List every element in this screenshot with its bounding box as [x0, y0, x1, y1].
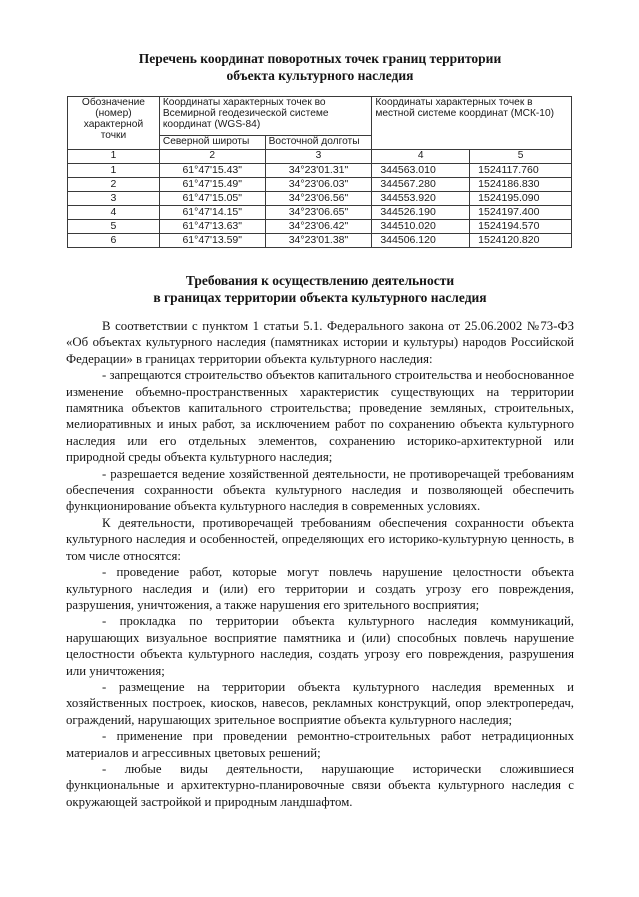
point-number: 5 [68, 220, 160, 234]
east-longitude: 34°23'06.42" [265, 220, 372, 234]
east-longitude: 34°23'01.38" [265, 234, 372, 248]
msk-x: 344526.190 [372, 206, 470, 220]
msk-x: 344563.010 [372, 164, 470, 178]
column-number: 3 [265, 150, 372, 164]
paragraph-item-communications: - прокладка по территории объекта культурного наследия коммуникаций, нарушающих визуальное восприятие памятника и (или) способных повлечь нарушение целостности объекта культурного наследия, создать угрозу его повреждения, разрушения или уничтожения; [66, 614, 574, 678]
coordinates-table [67, 96, 572, 248]
column-number: 5 [470, 150, 572, 164]
paragraph-prohibited-construction: - запрещаются строительство объектов капитального строительства и необоснованное изменение объемно-пространственных характеристик существующих на территории памятника объектов капитального строительства; проведение земляных, строительных, мелиоративных и иных работ, за исключением работ по сохранению объекта культурного наследия или его отдельных элементов, сохранению историко-архитектурной или природной среды объекта культурного наследия; [66, 368, 574, 465]
header-east-longitude: Восточной долготы [265, 136, 372, 150]
msk-y: 1524186.830 [470, 178, 572, 192]
title-line: Перечень координат поворотных точек границ территории [138, 51, 502, 66]
north-latitude: 61°47'14.15" [159, 206, 265, 220]
msk-y: 1524117.760 [470, 164, 572, 178]
east-longitude: 34°23'06.03" [265, 178, 372, 192]
msk-x: 344553.920 [372, 192, 470, 206]
table-header-row [68, 97, 572, 136]
paragraph-intro: В соответствии с пунктом 1 статьи 5.1. Федерального закона от 25.06.2002 №73-ФЗ «Об объектах культурного наследия (памятниках истории и культуры) народов Российской Федерации» в границах территории объекта культурного наследия: [66, 319, 574, 366]
point-number: 2 [68, 178, 160, 192]
table-column-numbers-row [68, 150, 572, 164]
table-row [68, 164, 572, 178]
column-number: 4 [372, 150, 470, 164]
title-line: в границах территории объекта культурного наследия [153, 290, 487, 305]
point-number: 4 [68, 206, 160, 220]
north-latitude: 61°47'13.63" [159, 220, 265, 234]
header-north-latitude: Северной широты [159, 136, 265, 150]
msk-y: 1524194.570 [470, 220, 572, 234]
paragraph-item-materials: - применение при проведении ремонтно-строительных работ нетрадиционных материалов и агрессивных цветовых решений; [66, 729, 574, 760]
column-number: 2 [159, 150, 265, 164]
paragraph-item-works: - проведение работ, которые могут повлечь нарушение целостности объекта культурного наследия и (или) его территории и создать угрозу его повреждения, разрушения, уничтожения, а также нарушения его зрительного восприятия; [66, 565, 574, 612]
header-designation: Обозначение (номер) характерной точки [68, 97, 160, 150]
header-msk10: Координаты характерных точек в местной системе координат (МСК-10) [372, 97, 572, 150]
north-latitude: 61°47'15.05" [159, 192, 265, 206]
title-line: Требования к осуществлению деятельности [185, 273, 455, 288]
paragraph-item-landscape: - любые виды деятельности, нарушающие исторически сложившиеся функциональные и архитектурно-планировочные связи объекта культурного наследия с окружающей застройкой и природным ландшафтом. [66, 761, 574, 809]
header-wgs84: Координаты характерных точек во Всемирной геодезической системе координат (WGS-84) [159, 97, 371, 136]
paragraph-permitted-activity: - разрешается ведение хозяйственной деятельности, не противоречащей требованиям обеспечения сохранности объекта культурного наследия и позволяющей обеспечить функционирование объекта культурного наследия в современных условиях. [66, 466, 574, 514]
paragraph-item-temporary-buildings: - размещение на территории объекта культурного наследия временных и хозяйственных построек, киосков, навесов, рекламных конструкций, опор электропередач, ограждений, нарушающих зрительное восприятие объекта культурного наследия; [66, 679, 574, 727]
point-number: 6 [68, 234, 160, 248]
msk-y: 1524120.820 [470, 234, 572, 248]
msk-y: 1524195.090 [470, 192, 572, 206]
coordinates-title [60, 50, 580, 84]
north-latitude: 61°47'15.49" [159, 178, 265, 192]
msk-x: 344506.120 [372, 234, 470, 248]
table-row [68, 206, 572, 220]
table-row [68, 192, 572, 206]
north-latitude: 61°47'13.59" [159, 234, 265, 248]
requirements-body [66, 318, 574, 810]
east-longitude: 34°23'06.56" [265, 192, 372, 206]
point-number: 3 [68, 192, 160, 206]
paragraph-contradicting-activity: К деятельности, противоречащей требованиям обеспечения сохранности объекта культурного наследия и особенностей, определяющих его историко-культурную ценность, в том числе относятся: [66, 515, 574, 563]
table-row [68, 220, 572, 234]
column-number: 1 [68, 150, 160, 164]
north-latitude: 61°47'15.43" [159, 164, 265, 178]
requirements-title [60, 272, 580, 306]
msk-x: 344567.280 [372, 178, 470, 192]
table-row [68, 178, 572, 192]
msk-y: 1524197.400 [470, 206, 572, 220]
east-longitude: 34°23'06.65" [265, 206, 372, 220]
title-line: объекта культурного наследия [226, 68, 414, 83]
table-row [68, 234, 572, 248]
east-longitude: 34°23'01.31" [265, 164, 372, 178]
msk-x: 344510.020 [372, 220, 470, 234]
point-number: 1 [68, 164, 160, 178]
